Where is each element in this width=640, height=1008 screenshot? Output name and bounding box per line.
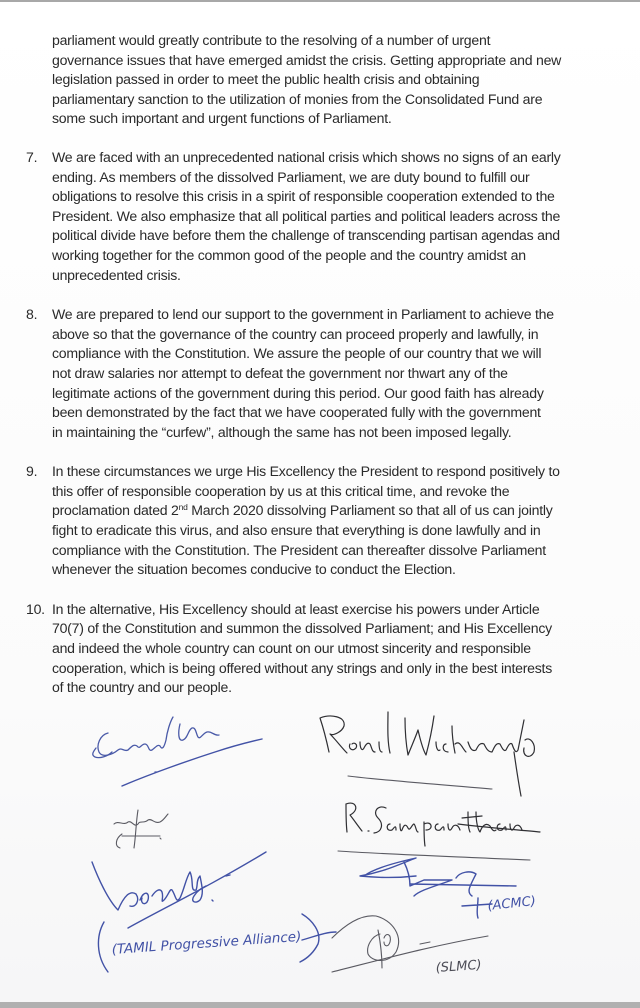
text-line: political divide have before them the challenge of transcending partisan agendas and [52, 227, 560, 244]
signature-blue-top-left [93, 717, 262, 786]
text-line: legislation passed in order to meet the public health crisis and obtaining [52, 71, 480, 88]
text-line: In the alternative, His Excellency should at least exercise his powers under Article [52, 600, 540, 617]
text-line: unprecedented crisis. [52, 266, 181, 283]
text-line: in maintaining the “curfew”, although the same has not been imposed legally. [52, 423, 512, 440]
text-line: fight to eradicate this virus, and also ensure that everything is done lawfully and in [52, 522, 541, 539]
paragraph-number: 10. [26, 600, 45, 617]
continuation-paragraph [0, 31, 640, 129]
signatures-block [0, 700, 640, 1000]
text-line: of the country and our people. [52, 679, 232, 696]
text-line: and indeed the whole country can count on our utmost sincerity and responsible [52, 640, 531, 657]
text-line: parliament would greatly contribute to the resolving of a number of urgent [52, 32, 491, 48]
document-body [0, 31, 640, 718]
text-line: compliance with the Constitution. The President can thereafter dissolve Parliament [52, 541, 546, 558]
text-line: not draw salaries nor attempt to defeat the government nor thwart any of the [52, 364, 508, 381]
signatures-drawing [0, 700, 640, 1000]
signature-acmc [360, 858, 537, 918]
text-fragment: March 2020 dissolving Parliament so that all of us can jointly [187, 502, 553, 519]
paragraph-10 [0, 600, 640, 698]
text-line: above so that the governance of the country can proceed properly and lawfully, in [52, 325, 539, 342]
text-line: legitimate actions of the government during this period. Our good faith has already [52, 384, 544, 401]
text-line: President. We also emphasize that all political parties and political leaders across the [52, 207, 561, 224]
signature-small-left [114, 810, 168, 848]
page-bottom-edge [0, 1002, 640, 1008]
signature-label-slmc: (SLMC) [435, 957, 483, 976]
text-line: We are faced with an unprecedented national crisis which shows no signs of an early [52, 148, 561, 165]
text-line: cooperation, which is being offered without any strings and only in the best interests [52, 659, 553, 676]
signature-ranil-wickremesinghe [320, 712, 534, 796]
text-line: 70(7) of the Constitution and summon the dissolved Parliament; and His Excellency [52, 620, 552, 637]
ordinal-suffix: nd [178, 502, 188, 513]
text-line: governance issues that have emerged amidst the crisis. Getting appropriate and new [52, 51, 562, 68]
text-fragment: proclamation dated 2 [52, 502, 179, 519]
text-line: compliance with the Constitution. We assure the people of our country that we will [52, 345, 542, 362]
text-line: this offer of responsible cooperation by us at this critical time, and revoke the [52, 482, 510, 499]
text-line: whenever the situation becomes conducive to conduct the Election. [52, 561, 456, 578]
signature-tamil-progressive-alliance [92, 852, 336, 972]
text-line: some such important and urgent functions of Parliament. [52, 110, 392, 127]
text-line: ending. As members of the dissolved Parliament, we are duty bound to fulfill our [52, 168, 530, 185]
page-top-edge [0, 0, 640, 2]
signature-label-tpa: (TAMIL Progressive Alliance) [111, 928, 302, 958]
text-line: been demonstrated by the fact that we have cooperated fully with the government [52, 404, 541, 421]
paragraph-number: 7. [26, 148, 38, 165]
text-line: We are prepared to lend our support to the government in Parliament to achieve the [52, 306, 554, 323]
paragraph-8 [0, 305, 640, 442]
paragraph-9 [0, 462, 640, 580]
text-line: parliamentary sanction to the utilization of monies from the Consolidated Fund are [52, 90, 543, 107]
signature-slmc [332, 916, 488, 976]
text-line: obligations to resolve this crisis in a spirit of responsible cooperation extended to the [52, 188, 555, 205]
text-line-with-date [52, 501, 612, 521]
text-line: working together for the common good of the people and the country amidst an [52, 246, 526, 263]
paragraph-number: 8. [26, 306, 38, 323]
text-line: In these circumstances we urge His Excellency the President to respond positively to [52, 463, 560, 480]
signature-label-acmc: (ACMC) [486, 893, 537, 914]
signature-r-sampanthan [338, 803, 540, 860]
paragraph-7 [0, 148, 640, 285]
paragraph-number: 9. [26, 463, 38, 480]
